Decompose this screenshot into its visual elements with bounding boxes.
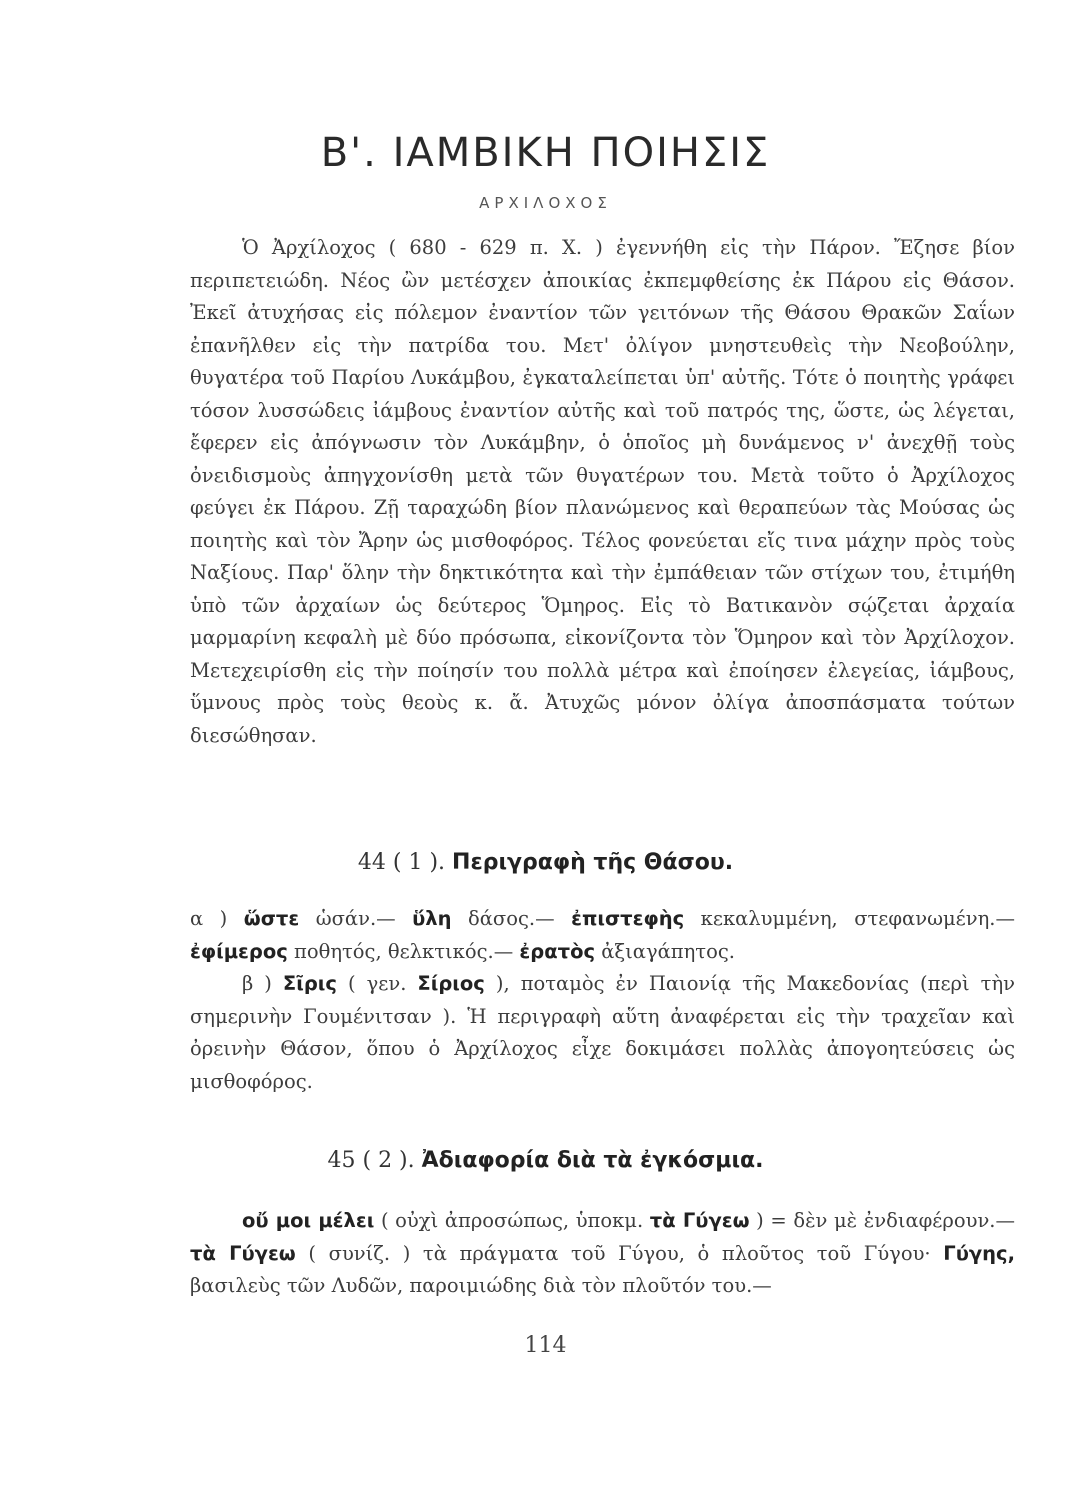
note-b-label: β ): [242, 972, 272, 995]
chapter-title: Β'. ΙΑΜΒΙΚΗ ΠΟΙΗΣΙΣ: [320, 130, 771, 176]
term: τὰ Γύγεω: [190, 1241, 296, 1265]
note-a-label: α ): [190, 907, 228, 930]
section-44-number: 44 ( 1 ).: [357, 850, 446, 875]
note-b: [190, 968, 1015, 1098]
definition: ποθητός, θελκτικός.—: [287, 939, 520, 963]
term: Γύγης,: [943, 1241, 1015, 1265]
definition: ) = δὲν μὲ ἐνδιαφέρουν.—: [749, 1209, 1016, 1232]
definition: ), ποταμὸς ἐν Παιονίᾳ τῆς Μακεδονίας (περὶ τὴν σημερινὴν Γουμένιτσαν ). Ἡ περιγραφὴ αὕτη ἀναφέρεται εἰς τὴν τραχεῖαν καὶ ὀρεινὴν Θάσον, ὅπου ὁ Ἀρχίλοχος εἶχε δοκιμάσει πολλὰς ἀπογοητεύσεις ὡς μισθοφόρος.: [190, 972, 1015, 1093]
definition: ὡσάν.—: [299, 907, 413, 930]
intro-paragraph: Ὁ Ἀρχίλοχος ( 680 - 629 π. Χ. ) ἐγεννήθη εἰς τὴν Πάρον. Ἔζησε βίον περιπετειώδη. Νέος ὢν μετέσχεν ἀποικίας ἐκπεμφθείσης ἐκ Πάρου εἰς Θάσον. Ἐκεῖ ἀτυχήσας εἰς πόλεμον ἐναντίον τῶν γειτόνων τῆς Θάσου Θρακῶν Σαΐων ἐπανῆλθεν εἰς τὴν πατρίδα του. Μετ' ὀλίγον μνηστευθεὶς τὴν Νεοβούλην, θυγατέρα τοῦ Παρίου Λυκάμβου, ἐγκαταλείπεται ὑπ' αὐτῆς. Τότε ὁ ποιητὴς γράφει τόσον λυσσώδεις ἰάμβους ἐναντίον αὐτῆς καὶ τοῦ πατρός της, ὥστε, ὡς λέγεται, ἔφερεν εἰς ἀπόγνωσιν τὸν Λυκάμβην, ὁ ὁποῖος μὴ δυνάμενος ν' ἀνεχθῇ τοὺς ὀνειδισμοὺς ἀπηγχονίσθη μετὰ τῶν θυγατέρων του. Μετὰ τοῦτο ὁ Ἀρχίλοχος φεύγει ἐκ Πάρου. Ζῇ ταραχώδη βίον πλανώμενος καὶ θεραπεύων τὰς Μούσας ὡς ποιητὴς καὶ τὸν Ἄρην ὡς μισθοφόρος. Τέλος φονεύεται εἴς τινα μάχην πρὸς τοὺς Ναξίους. Παρ' ὅλην τὴν δηκτικότητα καὶ τὴν ἐμπάθειαν τῶν στίχων του, ἐτιμήθη ὑπὸ τῶν ἀρχαίων ὡς δεύτερος Ὅμηρος. Εἰς τὸ Βατικανὸν σῴζεται ἀρχαία μαρμαρίνη κεφαλὴ μὲ δύο πρόσωπα, εἰκονίζοντα τὸν Ὅμηρον καὶ τὸν Ἀρχίλοχον. Μετεχειρίσθη εἰς τὴν ποίησίν του πολλὰ μέτρα καὶ ἐποίησεν ἐλεγείας, ἰάμβους, ὕμνους πρὸς τοὺς θεοὺς κ. ἄ. Ἀτυχῶς μόνον ὀλίγα ἀποσπάσματα τούτων διεσώθησαν.: [190, 236, 1015, 747]
page-number: 114: [524, 1333, 567, 1358]
definition: ( οὐχὶ ἀπροσώπως, ὑποκμ.: [374, 1209, 650, 1232]
definition: ἀξιαγάπητος.: [595, 939, 735, 963]
definition: δάσος.—: [451, 907, 572, 930]
term: ὥστε: [243, 907, 300, 930]
definition: ( γεν.: [336, 972, 418, 995]
author-heading: ΑΡΧΙΛΟΧΟΣ: [479, 194, 612, 212]
term: ἐρατὸς: [519, 939, 596, 963]
section-45-note: [190, 1205, 1015, 1303]
section-45-title: Ἀδιαφορία διὰ τὰ ἐγκόσμια.: [421, 1148, 764, 1173]
term: ἐπιστεφὴς: [571, 907, 685, 930]
definition: ( συνίζ. ) τὰ πράγματα τοῦ Γύγου, ὁ πλοῦτος τοῦ Γύγου·: [295, 1241, 944, 1265]
section-44-heading: [0, 850, 1091, 875]
term: ὕλη: [412, 907, 452, 930]
term: οὔ μοι μέλει: [242, 1209, 375, 1232]
definition: βασιλεὺς τῶν Λυδῶν, παροιμιώδης διὰ τὸν πλοῦτόν του.—: [190, 1274, 772, 1297]
section-45-heading: [0, 1148, 1091, 1173]
term: Σίριος: [417, 972, 485, 995]
term: Σῖρις: [282, 972, 337, 995]
section-44-title: Περιγραφὴ τῆς Θάσου.: [452, 850, 734, 875]
section-44-notes: [190, 903, 1015, 1098]
note-a: [190, 903, 1015, 968]
term: τὰ Γύγεω: [649, 1209, 750, 1232]
section-45-number: 45 ( 2 ).: [327, 1148, 415, 1173]
definition: κεκαλυμμένη, στεφανωμένη.—: [684, 907, 1015, 930]
term: ἐφίμερος: [190, 939, 288, 963]
